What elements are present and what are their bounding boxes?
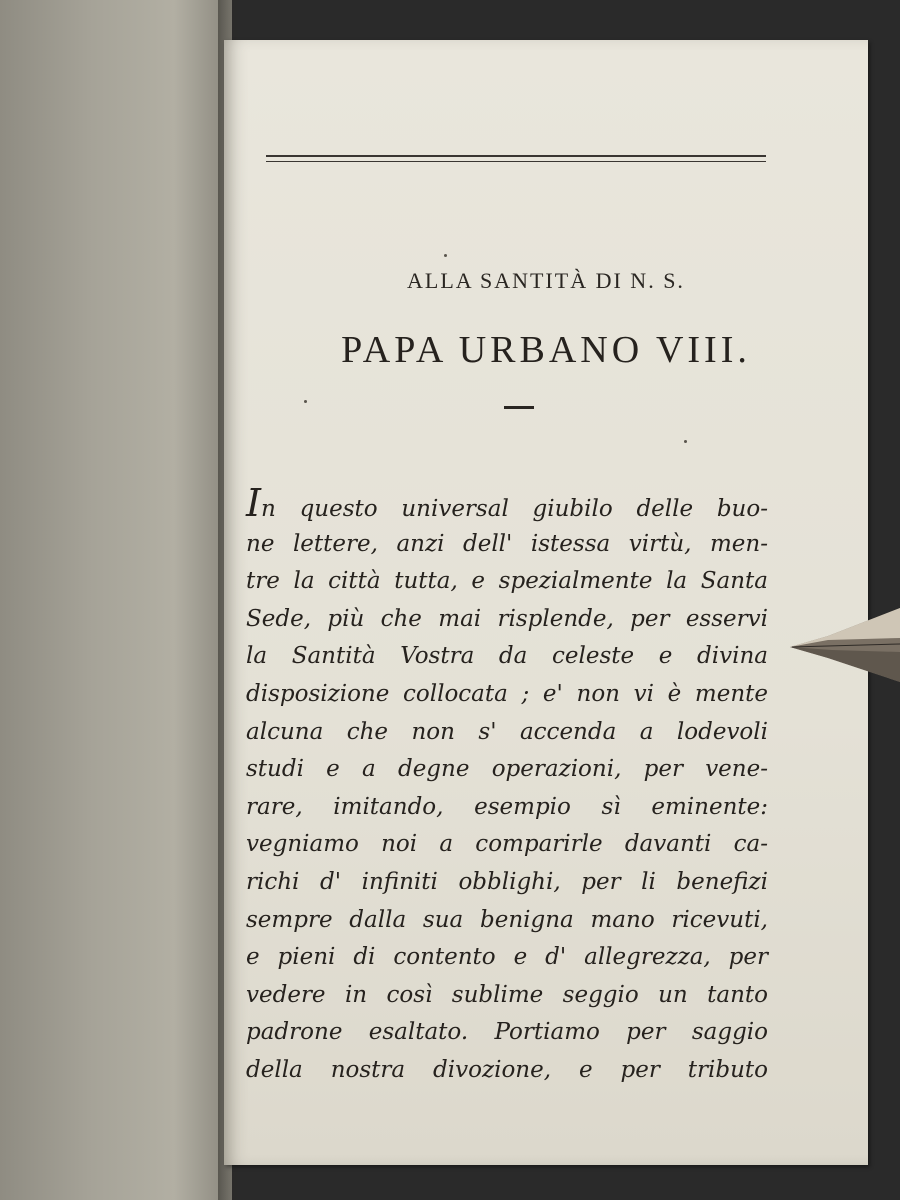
text-line: della nostra divozione, e per tributo bbox=[246, 1056, 768, 1083]
paper-speck bbox=[304, 400, 307, 403]
first-line-text: n questo universal giubilo delle buo- bbox=[261, 496, 768, 522]
pen-pointer-icon bbox=[788, 600, 900, 690]
top-double-rule bbox=[266, 155, 766, 157]
paper-speck bbox=[684, 440, 687, 443]
text-line: alcuna che non s' accenda a lodevoli bbox=[246, 718, 768, 745]
drop-cap: I bbox=[246, 481, 262, 525]
page-title: PAPA URBANO VIII. bbox=[341, 329, 751, 371]
text-line: Sede, più che mai risplende, per esservi bbox=[246, 605, 768, 632]
book-page bbox=[224, 40, 868, 1165]
text-line: padrone esaltato. Portiamo per saggio bbox=[246, 1019, 768, 1046]
text-line bbox=[246, 481, 768, 526]
text-line: ne lettere, anzi dell' istessa virtù, men- bbox=[246, 530, 768, 557]
title-dash-ornament bbox=[504, 406, 534, 409]
facing-page bbox=[0, 0, 232, 1200]
text-line: disposizione collocata ; e' non vi è mente bbox=[246, 680, 768, 707]
text-line: richi d' infiniti obblighi, per li benefizi bbox=[246, 868, 768, 895]
text-line: la Santità Vostra da celeste e divina bbox=[246, 643, 768, 670]
text-line: vedere in così sublime seggio un tanto bbox=[246, 981, 768, 1008]
text-line: rare, imitando, esempio sì eminente: bbox=[246, 793, 768, 820]
body-text bbox=[246, 481, 768, 1090]
top-double-rule-lower bbox=[266, 161, 766, 162]
text-line: studi e a degne operazioni, per vene- bbox=[246, 756, 768, 783]
text-line: sempre dalla sua benigna mano ricevuti, bbox=[246, 906, 768, 933]
text-line: e pieni di contento e d' allegrezza, per bbox=[246, 944, 768, 971]
dedication-line: ALLA SANTITÀ DI N. S. bbox=[407, 268, 685, 293]
text-line: vegniamo noi a comparirle davanti ca- bbox=[246, 831, 768, 858]
paper-speck bbox=[444, 254, 447, 257]
text-line: tre la città tutta, e spezialmente la Santa bbox=[246, 568, 768, 595]
